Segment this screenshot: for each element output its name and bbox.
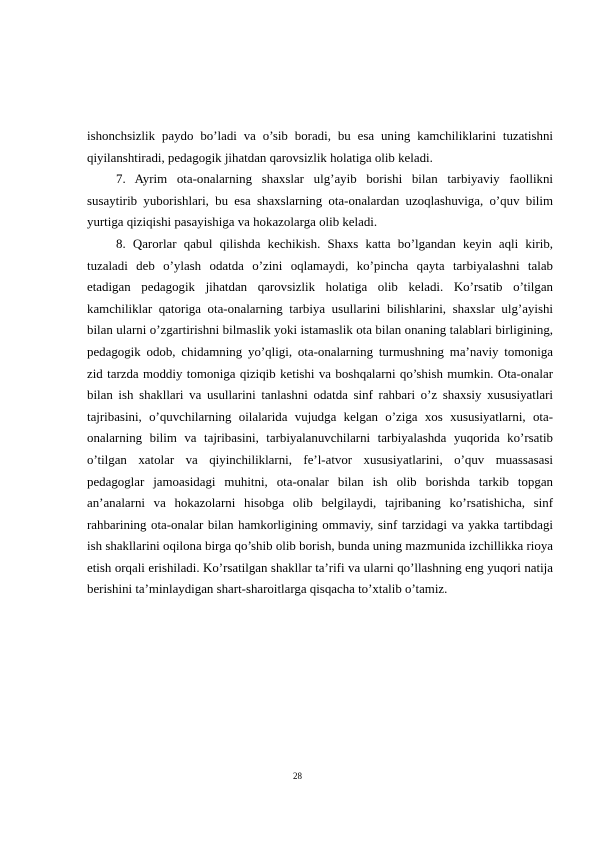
paragraph-continuation: ishonchsizlik paydo bo’ladi va o’sib boradi, bu esa uning kamchiliklarini tuzatishni qiyilanshtiradi, pedagogik jihatdan qarovsizlik holatiga olib keladi.: [87, 129, 553, 165]
page-number: 28: [293, 771, 302, 781]
paragraph-item-7: 7. Ayrim ota-onalarning shaxslar ulg’ayib borishi bilan tarbiyaviy faollikni susaytirib yuborishlari, bu esa shaxslarning ota-onalardan uzoqlashuviga, o’quv bilim yurtiga qiziqishi pasayishiga va hokazolarga olib keladi.: [87, 172, 553, 230]
body-text: [87, 126, 553, 601]
paragraph-item-8: 8. Qarorlar qabul qilishda kechikish. Shaxs katta bo’lgandan keyin aqli kirib, tuzaladi deb o’ylash odatda o’zini oqlamaydi, ko’pincha qayta tarbiyalashni talab etadigan pedagogik jihatdan qarovsizlik holatiga olib keladi. Ko’rsatib o’tilgan kamchiliklar qatoriga ota-onalarning tarbiya usullarini bilishlarini, shaxslar ulg’ayishi bilan ularni o’zgartirishni bilmaslik yoki istamaslik ota bilan onaning talablari birligining, pedagogik odob, chidamning yo’qligi, ota-onalarning turmushning ma’naviy tomoniga zid tarzda moddiy tomoniga qiziqib ketishi va boshqalarni qo’shish mumkin. Ota-onalar bilan ish shakllari va usullarini tanlashni odatda sinf rahbari o’z shaxsiy xususiyatlari tajribasini, o’quvchilarning oilalarida vujudga kelgan o’ziga xos xususiyatlarni, ota-onalarning bilim va tajribasini, tarbiyalanuvchilarni tarbiyalashda yuqorida ko’rsatib o’tilgan xatolar va qiyinchiliklarni, fe’l-atvor xususiyatlarini, o’quv muassasasi pedagoglar jamoasidagi muhitni, ota-onalar bilan ish olib borishda tarkib topgan an’analarni va hokazolarni hisobga olib belgilaydi, tajribaning ko’rsatishicha, sinf rahbarining ota-onalar bilan hamkorligining ommaviy, sinf tarzidagi va yakka tartibdagi ish shakllarini oqilona birga qo’shib olib borish, bunda uning mazmunida izchillikka rioya etish orqali erishiladi. Ko’rsatilgan shakllar ta’rifi va ularni qo’llashning eng yuqori natija berishini ta’minlaydigan shart-sharoitlarga qisqacha to’xtalib o’tamiz.: [87, 236, 553, 597]
